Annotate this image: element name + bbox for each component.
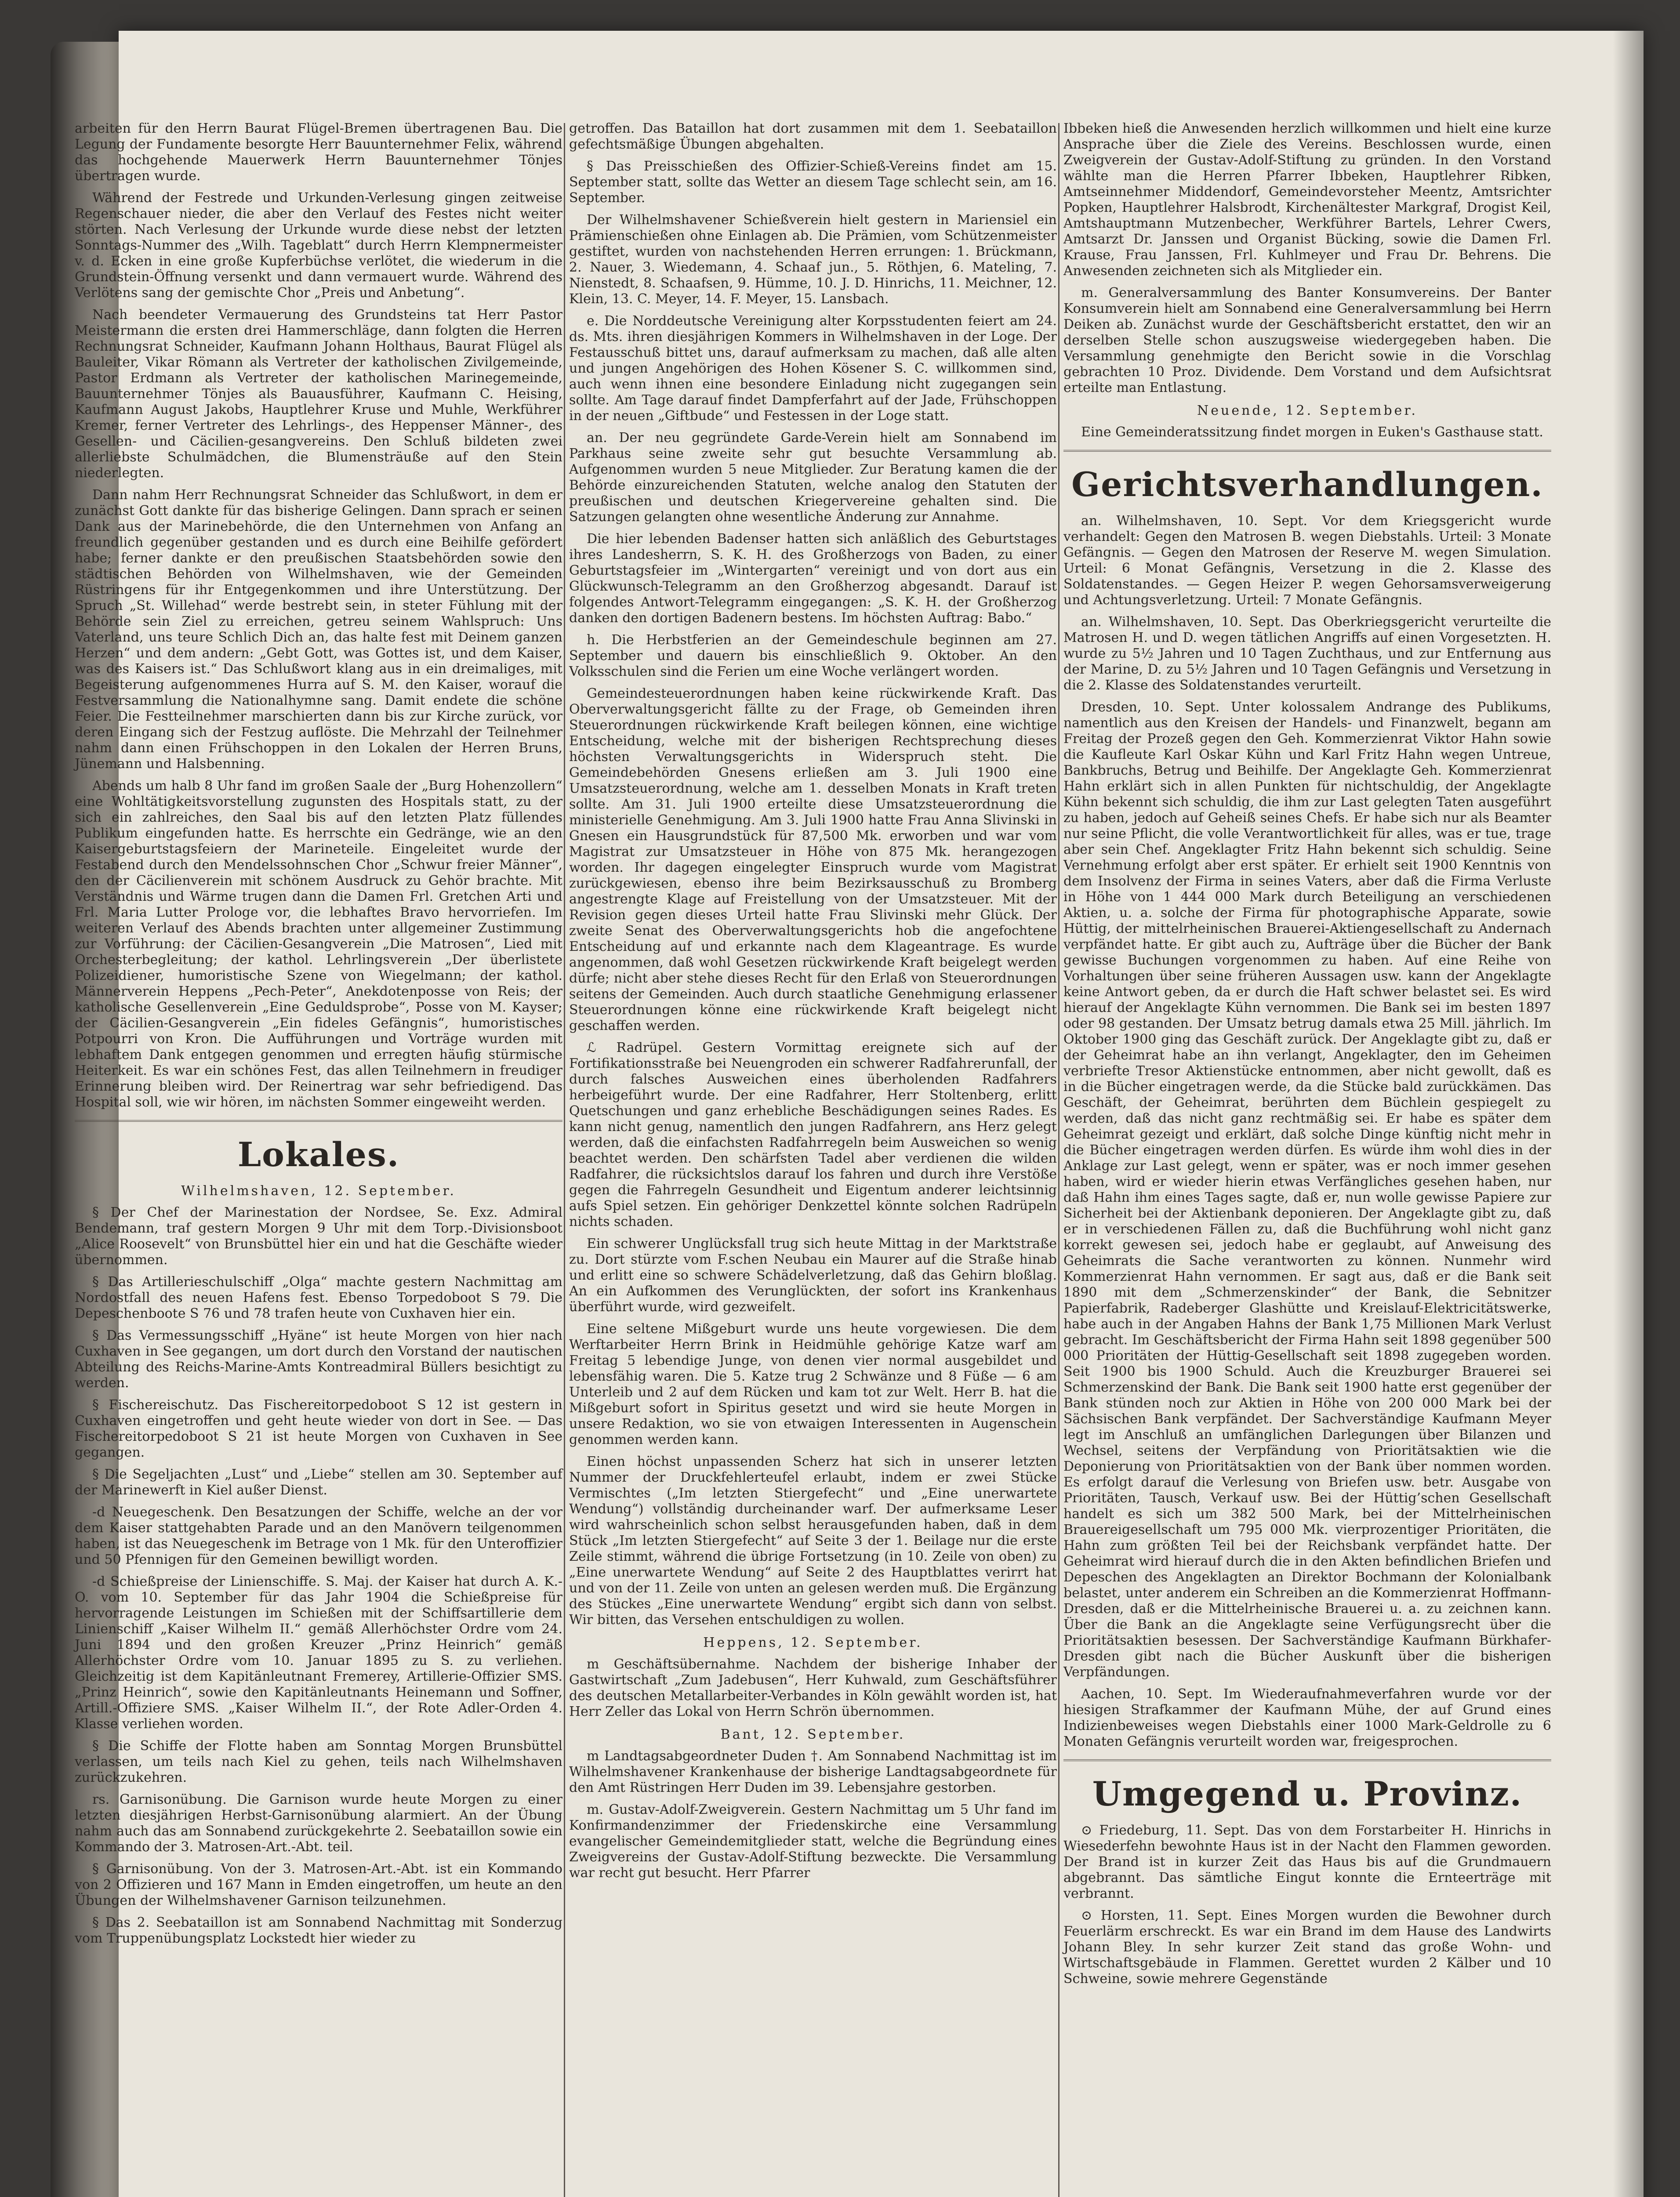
section-title-lokales: Lokales. [237, 1135, 400, 1174]
section-divider [1063, 450, 1551, 452]
news-item: Ein schwerer Unglücksfall trug sich heute Mittag in der Marktstraße zu. Dort stürzte vom F.schen Neubau ein Maurer auf die Straße hinab und erlitt eine so schwere Schädelverletzung, daß das Gehirn bloßlag. An ein Aufkommen des Verunglückten, der sofort ins Krankenhaus überführt wurde, wird gezweifelt. [569, 1236, 1057, 1315]
news-item: § Fischereischutz. Das Fischereitorpedoboot S 12 ist gestern in Cuxhaven eingetroffen und geht heute wieder von dort in See. — Das Fischereitorpedoboot S 21 ist heute Morgen von Cuxhaven in See gegangen. [75, 1397, 562, 1460]
news-item: ⊙ Friedeburg, 11. Sept. Das von dem Forstarbeiter H. Hinrichs in Wiesederfehn bewohnte Haus ist in der Nacht den Flammen geworden. Der Brand ist in kurzer Zeit das Haus bis auf die Grundmauern abgebrannt. Das sämtliche Eingut konnte die Ernteerträge mit verbrannt. [1063, 1823, 1551, 1901]
article-paragraph: Nach beendeter Vermauerung des Grundsteins tat Herr Pastor Meistermann die ersten drei Hammerschläge, dann folgten die Herren Rechnungsrat Schneider, Kaufmann Johann Holthaus, Baurat Flügel als Bauleiter, Vikar Römann als Vertreter der katholischen Zivilgemeinde, Pastor Erdmann als Vertreter der katholischen Marinegemeinde, Bauunternehmer Tönjes als Bauausführer, Kaufmann C. Heising, Kaufmann August Jakobs, Hauptlehrer Kruse und Muhle, Werkführer Kremer, ferner Vertreter des Lehrlings-, des Heppenser Männer-, des Gesellen- und Cäcilien-gesangvereins. Den Schluß bildeten zwei allerliebste Schulmädchen, die Blumensträuße auf den Stein niederlegten. [75, 307, 562, 481]
news-item: Eine seltene Mißgeburt wurde uns heute vorgewiesen. Die dem Werftarbeiter Herrn Brink in Heidmühle gehörige Katze warf am Freitag 5 lebendige Junge, von denen vier normal ausgebildet und lebensfähig waren. Die 5. Katze trug 2 Schwänze und 8 Füße — 6 am Unterleib und 2 auf dem Rücken und kam tot zur Welt. Herr B. hat die Mißgeburt sofort in Spiritus gesetzt und wird sie heute Morgen in unsere Redaktion, wo sie von etwaigen Interessenten in Augenschein genommen werden kann. [569, 1321, 1057, 1447]
article-paragraph: Während der Festrede und Urkunden-Verlesung gingen zeitweise Regenschauer nieder, die aber den Verlauf des Festes nicht weiter störten. Nach Verlesung der Urkunde wurde diese nebst der letzten Sonntags-Nummer des „Wilh. Tageblatt“ durch Herrn Klempnermeister v. d. Ecken in eine große Kupferbüchse verlötet, die wiederum in die Grundstein-Öffnung versenkt und dann vermauert wurde. Während des Verlötens sang der gemischte Chor „Preis und Anbetung“. [75, 190, 562, 301]
dateline: Heppens, 12. September. [703, 1635, 923, 1650]
news-item: m Landtagsabgeordneter Duden †. Am Sonnabend Nachmittag ist im Wilhelmshavener Krankenhause der bisherige Landtagsabgeordnete für den Amt Rüstringen Herr Duden im 39. Lebensjahre gestorben. [569, 1748, 1057, 1795]
news-item: m Geschäftsübernahme. Nachdem der bisherige Inhaber der Gastwirtschaft „Zum Jadebusen“, Herr Kuhwald, zum Geschäftsführer des deutschen Metallarbeiter-Verbandes in Köln gewählt worden ist, hat Herr Zeller das Lokal von Herrn Schrön übernommen. [569, 1657, 1057, 1719]
section-divider [75, 1120, 562, 1122]
news-item: h. Die Herbstferien an der Gemeindeschule beginnen am 27. September und dauern bis einschließlich 9. Oktober. An den Volksschulen sind die Ferien um eine Woche verlängert worden. [569, 632, 1057, 679]
dateline: Neuende, 12. September. [1197, 403, 1418, 418]
news-item: e. Die Norddeutsche Vereinigung alter Korpsstudenten feiert am 24. ds. Mts. ihren diesjährigen Kommers in Wilhelmshaven in der Loge. Der Festausschuß bittet uns, darauf aufmerksam zu machen, daß alle alten und jungen Angehörigen des Hohen Kösener S. C. willkommen sind, auch wenn ihnen eine besondere Einladung nicht zugegangen sein sollte. Am Tage darauf findet Dampferfahrt auf der Jade, Frühschoppen in der neuen „Giftbude“ und Festessen in der Loge statt. [569, 313, 1057, 424]
news-item: -d Schießpreise der Linienschiffe. S. Maj. der Kaiser hat durch A. K.-O. vom 10. September für das Jahr 1904 die Schießpreise für hervorragende Leistungen im Schießen mit der Schiffsartillerie dem Linienschiff „Kaiser Wilhelm II.“ gemäß Allerhöchster Ordre vom 24. Juni 1894 und den großen Kreuzer „Prinz Heinrich“ gemäß Allerhöchster Ordre vom 10. Januar 1895 zu S. zu verliehen. Gleichzeitig ist dem Kapitänleutnant Fremerey, Artillerie-Offizier SMS. „Prinz Heinrich“, sowie den Kapitänleutnants Heinemann und Soffner, Artill.-Offiziere SMS. „Kaiser Wilhelm II.“, der Rote Adler-Orden 4. Klasse verliehen worden. [75, 1574, 562, 1732]
news-item: rs. Garnisonübung. Die Garnison wurde heute Morgen zu einer letzten diesjährigen Herbst-Garnisonübung alarmiert. An der Übung nahm auch das am Sonnabend zurückgekehrte 2. Seebataillon sowie ein Kommando der 3. Matrosen-Art.-Abt. teil. [75, 1792, 562, 1855]
page-shadow [1613, 31, 1644, 2197]
news-item: § Die Segeljachten „Lust“ und „Liebe“ stellen am 30. September auf der Marinewerft in Kiel außer Dienst. [75, 1467, 562, 1498]
section-divider [1063, 1759, 1551, 1761]
news-item: § Der Chef der Marinestation der Nordsee, Se. Exz. Admiral Bendemann, traf gestern Morgen 9 Uhr mit dem Torp.-Divisionsboot „Alice Roosevelt“ von Brunsbüttel hier ein und hat die Geschäfte wieder übernommen. [75, 1205, 562, 1268]
news-item: m. Generalversammlung des Banter Konsumvereins. Der Banter Konsumverein hielt am Sonnabend eine Generalversammlung bei Herrn Deiken ab. Zunächst wurde der Geschäftsbericht erstattet, den wir an derselben Stelle schon auszugsweise wiedergegeben haben. Die Versammlung genehmigte den Bericht sowie in die Vorschlag gebrachten 10 Proz. Dividende. Dem Vorstand und dem Aufsichtsrat erteilte man Entlastung. [1063, 285, 1551, 395]
column-rule-1 [564, 123, 565, 2197]
news-item: Der Wilhelmshavener Schießverein hielt gestern in Mariensiel ein Prämienschießen ohne Einlagen ab. Die Prämien, vom Schützenmeister gestiftet, wurden von nachstehenden Herren errungen: 1. Brückmann, 2. Nauer, 3. Wiedemann, 4. Schaaf jun., 5. Röthjen, 6. Mateling, 7. Nienstedt, 8. Schaafsen, 9. Hümme, 10. J. D. Hinrichs, 11. Meichner, 12. Klein, 13. C. Meyer, 14. F. Meyer, 15. Lansbach. [569, 212, 1057, 307]
article-paragraph: Abends um halb 8 Uhr fand im großen Saale der „Burg Hohenzollern“ eine Wohltätigkeitsvorstellung zugunsten des Hospitals statt, zu der sich ein zahlreiches, den Saal bis auf den letzten Platz füllendes Publikum eingefunden hatte. Es herrschte ein Gedränge, wie an den Kaisergeburtstagsfeiern der Marineteile. Eingeleitet wurde der Festabend durch den Mendelssohnschen Chor „Schwur freier Männer“, den der Cäcilienverein mit schönem Ausdruck zu Gehör brachte. Mit Verständnis und Wärme trugen dann die Damen Frl. Gretchen Arti und Frl. Maria Lutter Prologe vor, die lebhaftes Bravo hervorriefen. Im weiteren Verlauf des Abends brachten unter allgemeiner Zustimmung zur Vorführung: der Cäcilien-Gesangverein „Die Matrosen“, Lied mit Orchesterbegleitung; der kathol. Lehrlingsverein „Der überlistete Polizeidiener, humoristische Szene von Wiegelmann; der kathol. Männerverein Heppens „Pech-Peter“, Anekdotenposse von Reis; der katholische Gesellenverein „Eine Geduldsprobe“, Posse von M. Kayser; der Cäcilien-Gesangverein „Ein fideles Gefängnis“, humoristisches Potpourri von Kron. Die Aufführungen und Vorträge wurden mit lebhaftem Dank entgegen genommen und erregten häufig stürmische Heiterkeit. Es war ein schönes Fest, das allen Teilnehmern in freudiger Erinnerung bleiben wird. Der Reinertrag war sehr befriedigend. Das Hospital soll, wie wir hören, im nächsten Sommer eingeweiht werden. [75, 778, 562, 1110]
section-title-umgegend: Umgegend u. Provinz. [1092, 1774, 1523, 1813]
dateline: Wilhelmshaven, 12. September. [181, 1183, 456, 1199]
news-item: m. Gustav-Adolf-Zweigverein. Gestern Nachmittag um 5 Uhr fand im Konfirmandenzimmer der Friedenskirche eine Versammlung evangelischer Gemeindemitglieder statt, welche die Begründung eines Zweigvereins der Gustav-Adolf-Stiftung bezweckte. Die Versammlung war recht gut besucht. Herr Pfarrer [569, 1802, 1057, 1881]
news-item: Eine Gemeinderatssitzung findet morgen in Euken's Gasthause statt. [1081, 424, 1543, 440]
article-paragraph: Dann nahm Herr Rechnungsrat Schneider das Schlußwort, in dem er zunächst Gott dankte für das bisherige Gelingen. Dann sprach er seinen Dank aus der Marinebehörde, die den Unternehmen von Anfang an freundlich gegenüber gestanden und es durch eine Beihilfe gefördert habe; ferner dankte er den preußischen Staatsbehörden sowie den städtischen Behörden von Wilhelmshaven, wie der Gemeinden Rüstringens für ihr Entgegenkommen und ihre Unterstützung. Der Spruch „St. Willehad“ werde bestrebt sein, in steter Fühlung mit der Behörde sein Ziel zu erreichen, getreu seinem Wahlspruch: Uns Vaterland, uns teure Schlich Dich an, das halte fest mit Deinem ganzen Herzen“ und dem andern: „Gebt Gott, was Gottes ist, und dem Kaiser, was des Kaisers ist.“ Das Schlußwort klang aus in ein dreimaliges, mit Begeisterung aufgenommenes Hurra auf S. M. den Kaiser, worauf die Festversammlung die Nationalhymne sang. Damit endete die schöne Feier. Die Festteilnehmer marschierten dann bis zur Kirche zurück, vor deren Eingang sich der Festzug auflöste. Die Mehrzahl der Teilnehmer nahm dann einen Frühschoppen in den Lokalen der Herren Bruns, Jünemann und Halsbenning. [75, 487, 562, 772]
news-item: § Garnisonübung. Von der 3. Matrosen-Art.-Abt. ist ein Kommando von 2 Offizieren und 167 Mann in Emden eingetroffen, um heute an den Übungen der Wilhelmshavener Garnison teilzunehmen. [75, 1861, 562, 1908]
section-title-gerichtsverhandlungen: Gerichtsverhandlungen. [1071, 465, 1543, 504]
news-item: ℒ Radrüpel. Gestern Vormittag ereignete sich auf der Fortifikationsstraße bei Neuengroden ein schwerer Radfahrerunfall, der durch falsches Ausweichen eines überholenden Radfahrers herbeigeführt wurde. Der eine Radfahrer, Herr Stoltenberg, erlitt Quetschungen und ganz erhebliche Beschädigungen seines Rades. Es kann nicht genug, namentlich den jungen Radfahrern, ans Herz gelegt werden, daß die einfachsten Radfahrregeln beim Ausweichen so wenig beachtet werden. Den schärfsten Tadel aber verdienen die wilden Radfahrer, die rücksichtslos darauf los fahren und durch ihre Verstöße gegen die Fahrregeln Gesundheit und Eigentum anderer leichtsinnig aufs Spiel setzen. Ein gehöriger Denkzettel könnte solchen Radrüpeln nichts schaden. [569, 1040, 1057, 1229]
court-report: an. Wilhelmshaven, 10. Sept. Das Oberkriegsgericht verurteilte die Matrosen H. und D. wegen tätlichen Angriffs auf einen Vorgesetzten. H. wurde zu 5½ Jahren und 10 Tagen Zuchthaus, und zur Entfernung aus der Marine, D. zu 5½ Jahren und 10 Tagen Gefängnis und Versetzung in die 2. Klasse des Soldatenstandes verurteilt. [1063, 614, 1551, 693]
news-item: getroffen. Das Bataillon hat dort zusammen mit dem 1. Seebataillon gefechtsmäßige Übungen abgehalten. [569, 121, 1057, 152]
news-item: an. Der neu gegründete Garde-Verein hielt am Sonnabend im Parkhaus seine zweite sehr gut besuchte Versammlung ab. Aufgenommen wurden 5 neue Mitglieder. Zur Beratung kamen die der Behörde einzureichenden Statuten, welche analog den Statuten der preußischen und deutschen Kriegervereine gehalten sind. Die Satzungen gelangten ohne wesentliche Änderung zur Annahme. [569, 430, 1057, 525]
news-item: -d Neuegeschenk. Den Besatzungen der Schiffe, welche an der vor dem Kaiser stattgehabten Parade und an den Manövern teilgenommen haben, ist das Neuegeschenk im Betrage von 1 Mk. für den Unteroffizier und 50 Pfennigen für den Gemeinen bewilligt worden. [75, 1505, 562, 1567]
court-report: Aachen, 10. Sept. Im Wiederaufnahmeverfahren wurde vor der hiesigen Strafkammer der Kaufmann Mühe, der auf Grund eines Indizienbeweises wegen Diebstahls einer 1000 Mark-Geldrolle zu 6 Monaten Gefängnis verurteilt worden war, freigesprochen. [1063, 1686, 1551, 1749]
news-item: § Die Schiffe der Flotte haben am Sonntag Morgen Brunsbüttel verlassen, um teils nach Kiel zu gehen, teils nach Wilhelmshaven zurückzukehren. [75, 1738, 562, 1785]
column-2 [569, 121, 1057, 1887]
column-3 [1063, 121, 1551, 1993]
column-rule-2 [1058, 123, 1060, 2197]
news-item: § Das Vermessungsschiff „Hyäne“ ist heute Morgen von hier nach Cuxhaven in See gegangen, um dort durch den Vorstand der nautischen Abteilung des Reichs-Marine-Amts Kontreadmiral Büllers besichtigt zu werden. [75, 1328, 562, 1391]
court-report: Dresden, 10. Sept. Unter kolossalem Andrange des Publikums, namentlich aus den Kreisen der Handels- und Finanzwelt, begann am Freitag der Prozeß gegen den Geh. Kommerzienrat Viktor Hahn sowie die Kaufleute Karl Oskar Kühn und Karl Fritz Hahn wegen Untreue, Bankbruchs, Betrug und Beihilfe. Der Angeklagte Geh. Kommerzienrat Hahn erklärt sich in allen Punkten für nichtschuldig, der Angeklagte Kühn bekennt sich schuldig, die ihm zur Last gelegten Taten ausgeführt zu haben, jedoch auf Geheiß seines Chefs. Er habe sich nur als Beamter nur seine Pflicht, die volle Verantwortlichkeit für alles, was er tue, trage aber sein Chef. Angeklagter Fritz Hahn bekennt sich schuldig. Seine Vernehmung erfolgt aber erst später. Er erhielt seit 1900 Kenntnis von dem Insolvenz der Firma in seines Vaters, aber daß die Firma Verluste in Höhe von 1 444 000 Mark durch Beteiligung an verschiedenen Aktien, u. a. solche der Firma für photographische Apparate, sowie Hüttig, der mittelrheinischen Brauerei-Aktiengesellschaft zu Andernach verpfändet hatte. Er gibt auch zu, Aufträge über die Bücher der Bank gewisse Buchungen vorgenommen zu haben. Auf eine Reihe von Vorhaltungen über seine früheren Aussagen usw. kann der Angeklagte keine Antwort geben, da er durch die Haft schwer belastet sei. Es wird hierauf der Angeklagte Kühn vernommen. Die Bank sei im besten 1897 oder 98 gestanden. Der Umsatz betrug damals etwa 25 Mill. jährlich. Im Oktober 1900 ging das Geschäft zurück. Der Angeklagte gibt zu, daß er der Geheimrat habe an ihn verlangt, Angeklagter, den im Geheimen verbriefte Tresor Aktienstücke entnommen, aber nicht gewollt, daß es in die Bücher eingetragen werde, da die Stücke bald zurückkämen. Das Geschäft, der Geheimrat, berührten dem Büchlein gespiegelt zu werden, daß das nicht ganz rechtmäßig sei. Er habe es später dem Geheimrat gezeigt und erklärt, daß solche Dinge künftig nicht mehr in die Bücher eingetragen werden dürfen. Es würde ihm wohl dies in der Anklage zur Last gelegt, wenn er später, was er noch immer gesehen haben, wird er wieder hierin etwas Verfängliches gesehen haben, nur daß Hahn ihm eines Tages sagte, daß er, nun wolle gewisse Papiere zur Sicherheit bei der Aktienbank deponieren. Der Angeklagte gibt zu, daß er in verschiedenen Fällen zu, daß die Buchführung wohl nicht ganz korrekt gewesen sei, jedoch habe er geglaubt, auf Anweisung des Geheimrats die Sache verantworten zu können. Nunmehr wird Kommerzienrat Hahn vernommen. Er sagt aus, daß er die Bank seit 1890 mit dem „Schmerzenskinder“ der Bank, die Sebnitzer Papierfabrik, Radeberger Glashütte und Kreislauf-Elektricitätswerke, habe auch in der Angaben Hahns der Bank 1,75 Millionen Mark Verlust gebracht. Im Geschäftsbericht der Firma Hahn seit 1898 gegenüber 500 000 Prioritäten der Hüttig-Gesellschaft seit 1898 zugegeben worden. Seit 1900 bis 1900 Schuld. Auch die Kreuzburger Brauerei sei Schmerzenskind der Bank. Die Bank seit 1900 hatte erst gegenüber der Bank stünden noch zur Aktien in Höhe von 200 000 Mark bei der Sächsischen Bank verpfändet. Der Sachverständige Kaufmann Meyer legt im Anschluß an umfänglichen Darlegungen über Bilanzen und Wechsel, seitens der Verpfändung von Prioritätsaktien wie die Deponierung von Prioritätsaktien von der Bank über nommen worden. Es erfolgt darauf die Verlesung von Briefen usw. betr. Ausgabe von Prioritäten, Tausch, Verkauf usw. Bei der Hüttig’schen Gesellschaft handelt es sich um 382 500 Mark, bei der Mittelrheinischen Brauereigesellschaft um 795 000 Mk. vierprozentiger Prioritäten, die Hahn zum größten Teil bei der Reichsbank verpfändet hatte. Der Geheimrat wird hierauf durch die in den Akten befindlichen Briefen und Depeschen des Angeklagten an Direktor Bochmann der Kolonialbank belastet, unter anderem ein Schreiben an die Kommerzienrat Hoffmann-Dresden, daß er die Mittelrheinische Brauerei u. a. zu zeichnen kann. Über die Bank an die Angeklagte seine Verfügungsrecht über die Prioritätsaktien besessen. Der Sachverständige Kaufmann Bürkhafer-Dresden gibt nach die Bücher Auskunft über die bisherigen Verpfändungen. [1063, 700, 1551, 1680]
court-report: an. Wilhelmshaven, 10. Sept. Vor dem Kriegsgericht wurde verhandelt: Gegen den Matrosen B. wegen Diebstahls. Urteil: 3 Monate Gefängnis. — Gegen den Matrosen der Reserve M. wegen Simulation. Urteil: 6 Monat Gefängnis, Versetzung in die 2. Klasse des Soldatenstandes. — Gegen Heizer P. wegen Gehorsamsverweigerung und Achtungsverletzung. Urteil: 7 Monate Gefängnis. [1063, 513, 1551, 608]
dateline: Bant, 12. September. [720, 1727, 906, 1742]
news-item: § Das Preisschießen des Offizier-Schieß-Vereins findet am 15. September statt, sollte das Wetter an diesem Tage schlecht sein, am 16. September. [569, 159, 1057, 206]
news-item: Einen höchst unpassenden Scherz hat sich in unserer letzten Nummer der Druckfehlerteufel erlaubt, indem er zwei Stücke Vermischtes („Im letzten Stiergefecht“ und „Eine unerwartete Wendung“) vollständig durcheinander warf. Der aufmerksame Leser wird wahrscheinlich schon selbst herausgefunden haben, daß in dem Stück „Im letzten Stiergefecht“ auf Seite 3 der 1. Beilage nur die erste Zeile stimmt, während die übrige Fortsetzung (in 10. Zeile von oben) zu „Eine unerwartete Wendung“ auf Seite 2 des Hauptblattes verirrt hat und von der 11. Zeile von unten an gelesen werden muß. Die Ergänzung des Stückes „Eine unerwartete Wendung“ ergibt sich dann von selbst. Wir bitten, das Versehen entschuldigen zu wollen. [569, 1454, 1057, 1628]
news-item: ⊙ Horsten, 11. Sept. Eines Morgen wurden die Bewohner durch Feuerlärm erschreckt. Es war ein Brand im dem Hause des Landwirts Johann Bley. In sehr kurzer Zeit stand das große Wohn- und Wirtschaftsgebäude in Flammen. Gerettet wurden 2 Kälber und 10 Schweine, sowie mehrere Gegenstände [1063, 1908, 1551, 1987]
news-item: Gemeindesteuerordnungen haben keine rückwirkende Kraft. Das Oberverwaltungsgericht fällte zu der Frage, ob Gemeinden ihren Steuerordnungen rückwirkende Kraft beilegen können, eine wichtige Entscheidung, welche mit der bisherigen Rechtsprechung dieses höchsten Verwaltungsgerichts in Widerspruch steht. Die Gemeindebehörden Gnesens erließen am 3. Juli 1900 eine Umsatzsteuerordnung, welche am 1. desselben Monats in Kraft treten sollte. Am 31. Juli 1900 erteilte diese Umsatzsteuerordnung die ministerielle Genehmigung. Am 3. Juli 1900 hatte Frau Anna Slivinski in Gnesen ein Hausgrundstück für 87,500 Mk. erworben und war vom Magistrat zur Umsatzsteuer in Höhe von 875 Mk. herangezogen worden. Ihr dagegen eingelegter Einspruch wurde vom Magistrat zurückgewiesen, ebenso ihre beim Bezirksausschuß zu Bromberg angestrengte Klage auf Freistellung von der Umsatzsteuer. Mit der Revision gegen dieses Urteil hatte Frau Slivinski mehr Glück. Der zweite Senat des Oberverwaltungsgerichts hob die angefochtene Entscheidung auf und erkannte nach dem Klageantrage. Es wurde angenommen, daß wohl Gesetzen rückwirkende Kraft beigelegt werden dürfe; nicht aber stehe dieses Recht für den Erlaß von Steuerordnungen seitens der Gemeinden. Auch durch staatliche Genehmigung erlassener Steuerordnungen könne eine rückwirkende Kraft beigelegt nicht geschaffen werden. [569, 686, 1057, 1033]
news-item: § Das Artillerieschulschiff „Olga“ machte gestern Nachmittag am Nordostfall des neuen Hafens fest. Ebenso Torpedoboot S 79. Die Depeschenboote S 76 und 78 trafen heute von Cuxhaven hier ein. [75, 1274, 562, 1321]
column-1 [75, 121, 562, 1953]
article-paragraph: arbeiten für den Herrn Baurat Flügel-Bremen übertragenen Bau. Die Legung der Fundamente besorgte Herr Bauunternehmer Felix, während das hochgehende Mauerwerk Herrn Bauunternehmer Tönjes übertragen wurde. [75, 121, 562, 184]
news-item: § Das 2. Seebataillon ist am Sonnabend Nachmittag mit Sonderzug vom Truppenübungsplatz Lockstedt hier wieder zu [75, 1915, 562, 1946]
news-item: Die hier lebenden Badenser hatten sich anläßlich des Geburtstages ihres Landesherrn, S. K. H. des Großherzogs von Baden, zu einer Geburtstagsfeier im „Wintergarten“ vereinigt und von dort aus ein Glückwunsch-Telegramm an den Großherzog abgesandt. Darauf ist folgendes Antwort-Telegramm eingegangen: „S. K. H. der Großherzog danken den dortigen Badenern bestens. Im höchsten Auftrag: Babo.“ [569, 531, 1057, 626]
news-item: Ibbeken hieß die Anwesenden herzlich willkommen und hielt eine kurze Ansprache über die Ziele des Vereins. Beschlossen wurde, einen Zweigverein der Gustav-Adolf-Stiftung zu gründen. In den Vorstand wählte man die Herren Pfarrer Ibbeken, Hauptlehrer Ribken, Amtseinnehmer Middendorf, Gemeindevorsteher Meentz, Amtsrichter Popken, Hauptlehrer Halsbrodt, Kirchenältester Markgraf, Drogist Keil, Amtshauptmann Mutzenbecher, Werkführer Bartels, Lehrer Cwers, Amtsarzt Dr. Janssen und Organist Bücking, sowie die Damen Frl. Krause, Frau Janssen, Frl. Kuhlmeyer und Frau Dr. Behrens. Die Anwesenden zeichneten sich als Mitglieder ein. [1063, 121, 1551, 279]
